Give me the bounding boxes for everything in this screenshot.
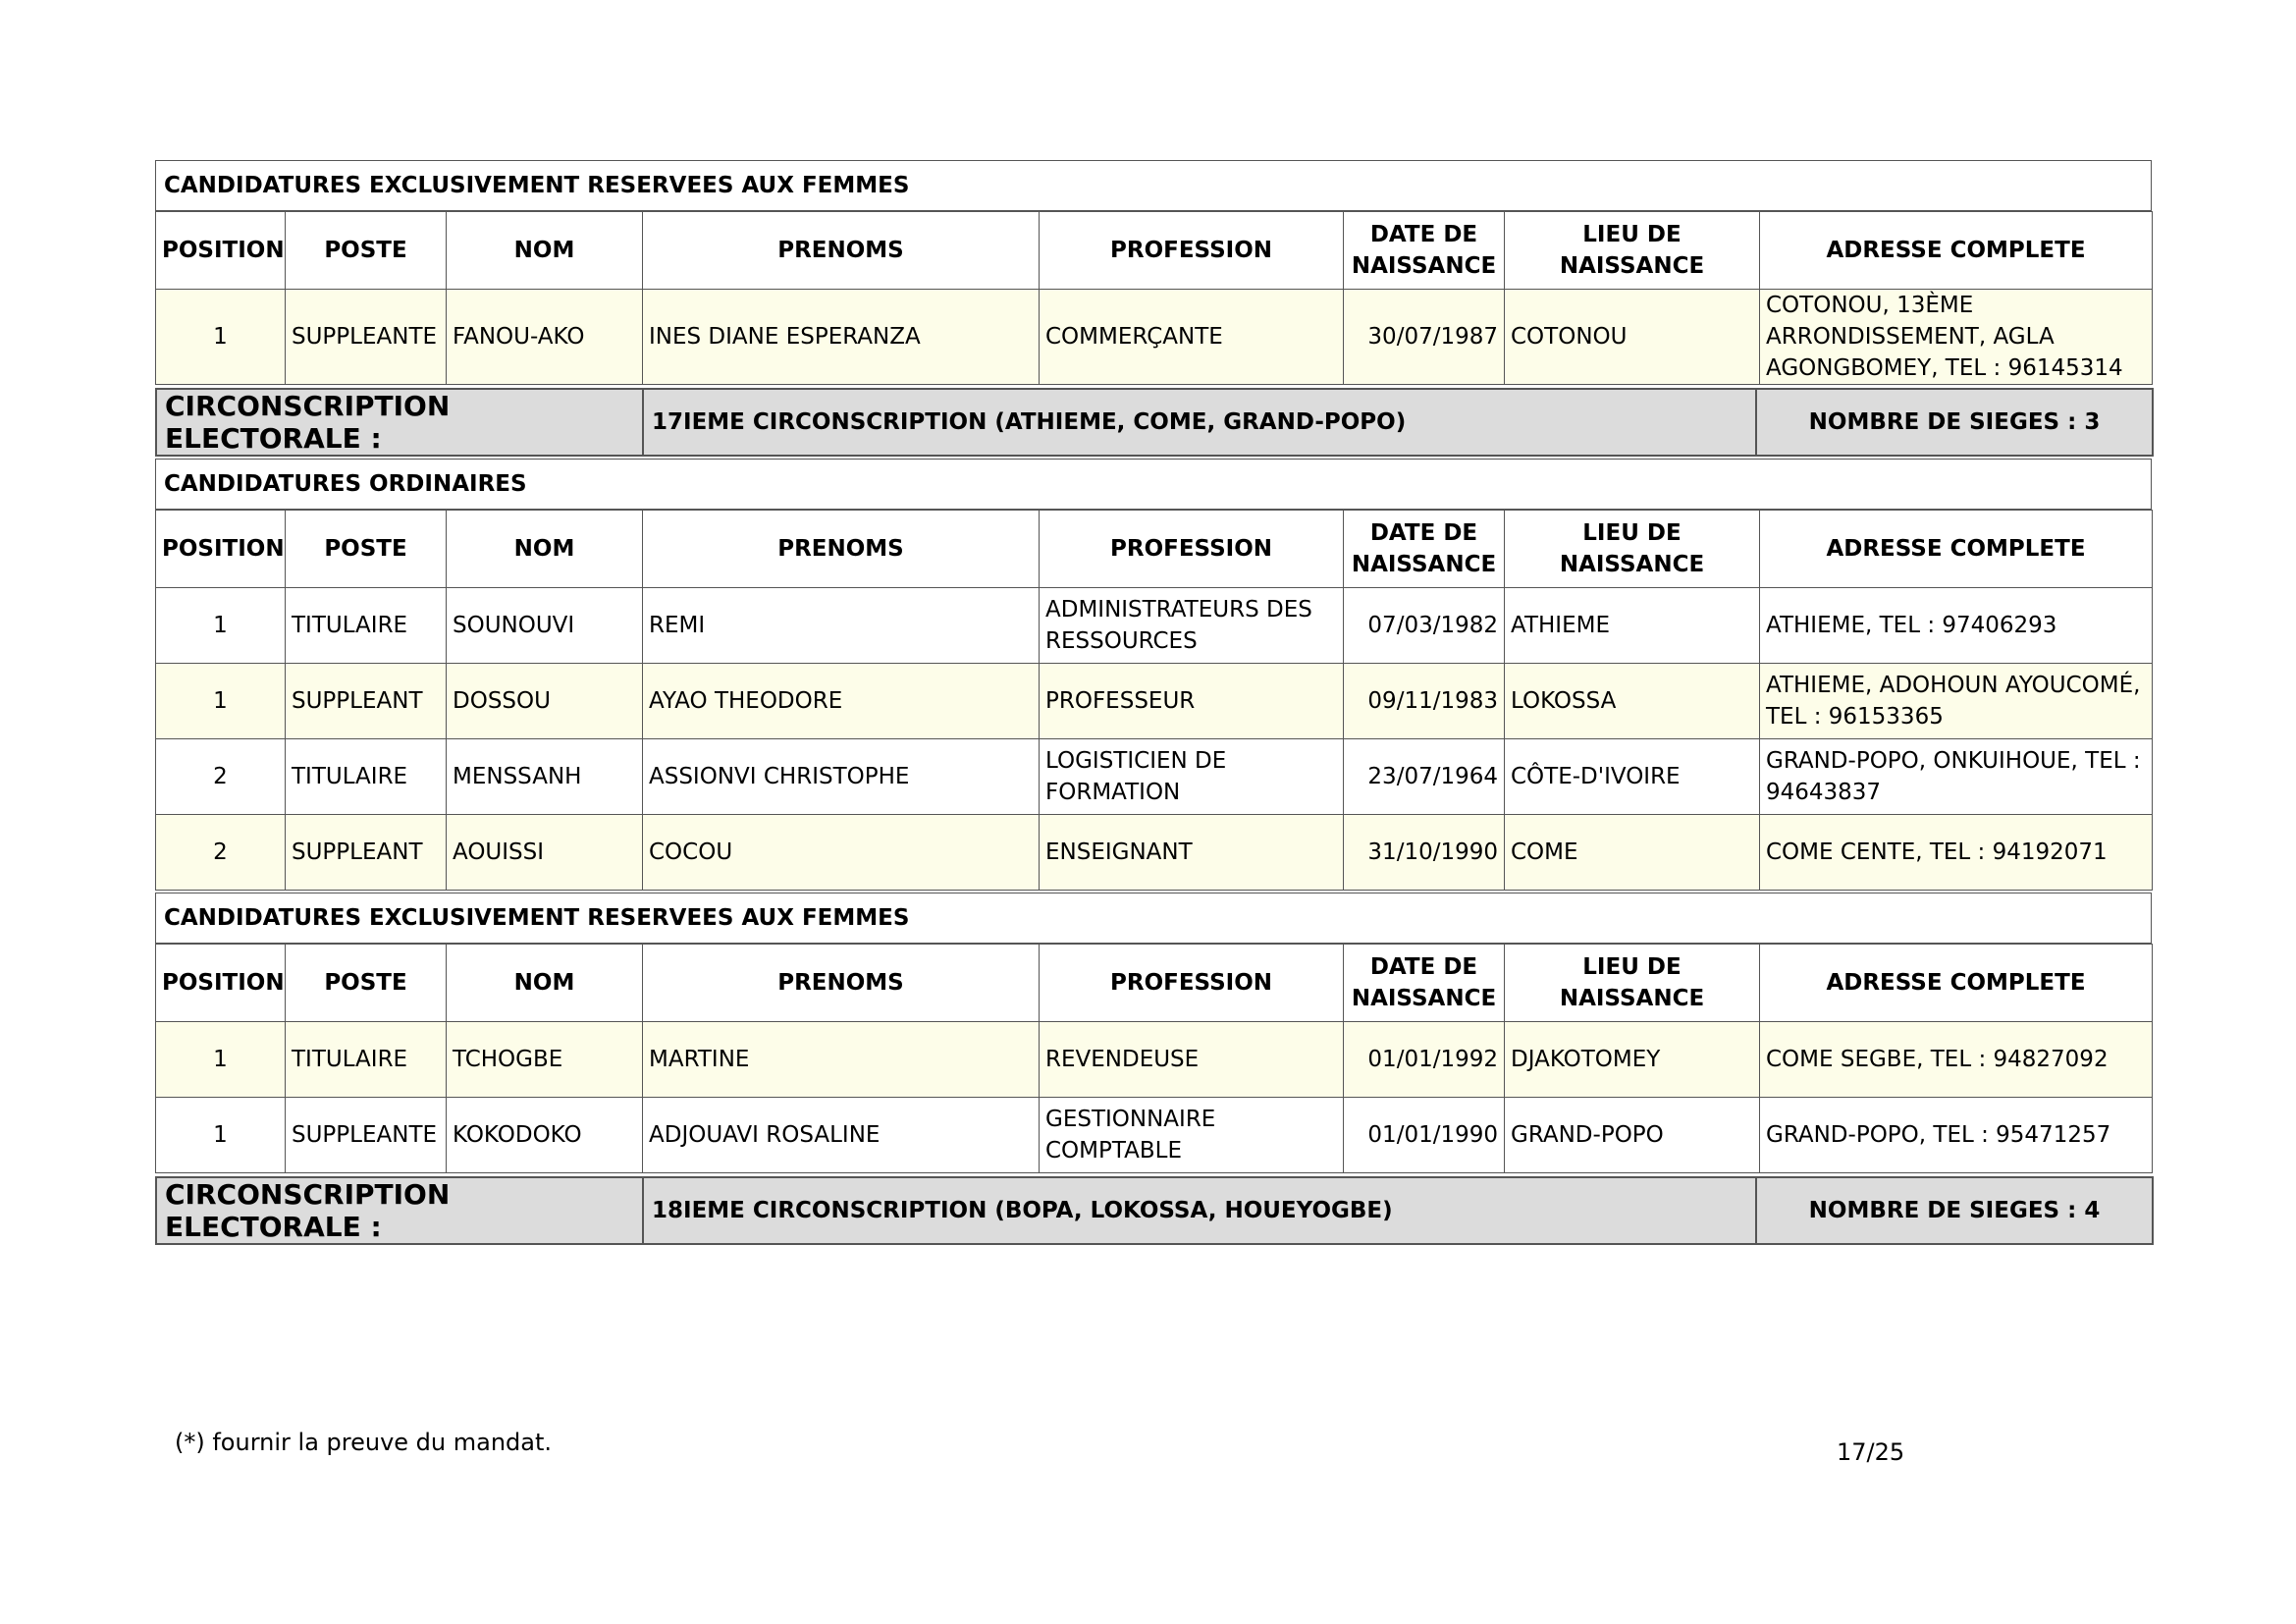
table-row xyxy=(156,1022,2153,1098)
cell-position: 2 xyxy=(156,815,286,891)
table-header xyxy=(156,945,2153,1022)
cell-adresse: COME SEGBE, TEL : 94827092 xyxy=(1760,1022,2153,1098)
cell-profession: PROFESSEUR xyxy=(1040,664,1344,739)
cell-profession: ADMINISTRATEURS DES RESSOURCES xyxy=(1040,588,1344,664)
cell-prenoms: ADJOUAVI ROSALINE xyxy=(643,1098,1040,1173)
document-body xyxy=(155,158,2152,1245)
section-title: CANDIDATURES ORDINAIRES xyxy=(155,459,2152,510)
cell-poste: TITULAIRE xyxy=(286,739,447,815)
table-row xyxy=(156,290,2153,385)
cell-date-naissance: 30/07/1987 xyxy=(1344,290,1505,385)
seat-count: NOMBRE DE SIEGES : 3 xyxy=(1756,389,2153,456)
header-nom: NOM xyxy=(447,945,643,1022)
header-adresse: ADRESSE COMPLETE xyxy=(1760,945,2153,1022)
header-date-naissance: DATE DE NAISSANCE xyxy=(1344,945,1505,1022)
cell-position: 2 xyxy=(156,739,286,815)
cell-adresse: COME CENTE, TEL : 94192071 xyxy=(1760,815,2153,891)
candidates-table xyxy=(155,510,2153,891)
cell-profession: COMMERÇANTE xyxy=(1040,290,1344,385)
candidates-table xyxy=(155,211,2153,385)
cell-position: 1 xyxy=(156,664,286,739)
cell-date-naissance: 01/01/1990 xyxy=(1344,1098,1505,1173)
cell-date-naissance: 01/01/1992 xyxy=(1344,1022,1505,1098)
cell-lieu-naissance: GRAND-POPO xyxy=(1505,1098,1760,1173)
table-row xyxy=(156,739,2153,815)
circonscription-label: CIRCONSCRIPTION ELECTORALE : xyxy=(156,1177,643,1244)
header-nom: NOM xyxy=(447,212,643,290)
cell-adresse: ATHIEME, TEL : 97406293 xyxy=(1760,588,2153,664)
header-profession: PROFESSION xyxy=(1040,945,1344,1022)
header-date-naissance: DATE DE NAISSANCE xyxy=(1344,212,1505,290)
cell-profession: LOGISTICIEN DE FORMATION xyxy=(1040,739,1344,815)
cell-position: 1 xyxy=(156,1098,286,1173)
header-lieu-naissance: LIEU DE NAISSANCE xyxy=(1505,511,1760,588)
cell-date-naissance: 23/07/1964 xyxy=(1344,739,1505,815)
cell-prenoms: COCOU xyxy=(643,815,1040,891)
table-row xyxy=(156,1098,2153,1173)
header-profession: PROFESSION xyxy=(1040,212,1344,290)
table-header xyxy=(156,511,2153,588)
header-position: POSITION xyxy=(156,212,286,290)
header-prenoms: PRENOMS xyxy=(643,511,1040,588)
header-poste: POSTE xyxy=(286,511,447,588)
table-row xyxy=(156,815,2153,891)
table-header xyxy=(156,212,2153,290)
header-lieu-naissance: LIEU DE NAISSANCE xyxy=(1505,212,1760,290)
table-row xyxy=(156,664,2153,739)
cell-prenoms: INES DIANE ESPERANZA xyxy=(643,290,1040,385)
cell-adresse: GRAND-POPO, TEL : 95471257 xyxy=(1760,1098,2153,1173)
cell-poste: SUPPLEANT xyxy=(286,664,447,739)
header-prenoms: PRENOMS xyxy=(643,945,1040,1022)
cell-lieu-naissance: CÔTE-D'IVOIRE xyxy=(1505,739,1760,815)
cell-profession: REVENDEUSE xyxy=(1040,1022,1344,1098)
circonscription-name: 17IEME CIRCONSCRIPTION (ATHIEME, COME, GRAND-POPO) xyxy=(643,389,1756,456)
circonscription-name: 18IEME CIRCONSCRIPTION (BOPA, LOKOSSA, HOUEYOGBE) xyxy=(643,1177,1756,1244)
cell-prenoms: REMI xyxy=(643,588,1040,664)
page-number: 17/25 xyxy=(1837,1438,1905,1466)
cell-profession: GESTIONNAIRE COMPTABLE xyxy=(1040,1098,1344,1173)
section-title: CANDIDATURES EXCLUSIVEMENT RESERVEES AUX FEMMES xyxy=(155,893,2152,944)
cell-lieu-naissance: LOKOSSA xyxy=(1505,664,1760,739)
cell-nom: MENSSANH xyxy=(447,739,643,815)
cell-adresse: COTONOU, 13ÈME ARRONDISSEMENT, AGLA AGONGBOMEY, TEL : 96145314 xyxy=(1760,290,2153,385)
header-position: POSITION xyxy=(156,945,286,1022)
cell-position: 1 xyxy=(156,290,286,385)
circonscription-label: CIRCONSCRIPTION ELECTORALE : xyxy=(156,389,643,456)
cell-lieu-naissance: DJAKOTOMEY xyxy=(1505,1022,1760,1098)
cell-nom: SOUNOUVI xyxy=(447,588,643,664)
cell-prenoms: ASSIONVI CHRISTOPHE xyxy=(643,739,1040,815)
cell-poste: SUPPLEANTE xyxy=(286,1098,447,1173)
header-date-naissance: DATE DE NAISSANCE xyxy=(1344,511,1505,588)
cell-lieu-naissance: ATHIEME xyxy=(1505,588,1760,664)
cell-profession: ENSEIGNANT xyxy=(1040,815,1344,891)
cell-nom: TCHOGBE xyxy=(447,1022,643,1098)
candidates-table xyxy=(155,944,2153,1173)
footnote: (*) fournir la preuve du mandat. xyxy=(175,1429,553,1456)
cell-adresse: GRAND-POPO, ONKUIHOUE, TEL : 94643837 xyxy=(1760,739,2153,815)
header-position: POSITION xyxy=(156,511,286,588)
cell-prenoms: MARTINE xyxy=(643,1022,1040,1098)
circonscription-bar xyxy=(155,1176,2154,1245)
cell-poste: SUPPLEANT xyxy=(286,815,447,891)
cell-position: 1 xyxy=(156,588,286,664)
header-lieu-naissance: LIEU DE NAISSANCE xyxy=(1505,945,1760,1022)
header-nom: NOM xyxy=(447,511,643,588)
cell-poste: TITULAIRE xyxy=(286,1022,447,1098)
header-poste: POSTE xyxy=(286,945,447,1022)
cell-lieu-naissance: COTONOU xyxy=(1505,290,1760,385)
cell-poste: TITULAIRE xyxy=(286,588,447,664)
section-title: CANDIDATURES EXCLUSIVEMENT RESERVEES AUX FEMMES xyxy=(155,160,2152,211)
header-prenoms: PRENOMS xyxy=(643,212,1040,290)
cell-nom: DOSSOU xyxy=(447,664,643,739)
cell-date-naissance: 07/03/1982 xyxy=(1344,588,1505,664)
cell-nom: AOUISSI xyxy=(447,815,643,891)
cell-adresse: ATHIEME, ADOHOUN AYOUCOMÉ, TEL : 96153365 xyxy=(1760,664,2153,739)
header-profession: PROFESSION xyxy=(1040,511,1344,588)
cell-date-naissance: 09/11/1983 xyxy=(1344,664,1505,739)
cell-prenoms: AYAO THEODORE xyxy=(643,664,1040,739)
cell-date-naissance: 31/10/1990 xyxy=(1344,815,1505,891)
cell-lieu-naissance: COME xyxy=(1505,815,1760,891)
seat-count: NOMBRE DE SIEGES : 4 xyxy=(1756,1177,2153,1244)
circonscription-bar xyxy=(155,388,2154,457)
header-poste: POSTE xyxy=(286,212,447,290)
cell-position: 1 xyxy=(156,1022,286,1098)
table-row xyxy=(156,588,2153,664)
cell-poste: SUPPLEANTE xyxy=(286,290,447,385)
cell-nom: KOKODOKO xyxy=(447,1098,643,1173)
header-adresse: ADRESSE COMPLETE xyxy=(1760,511,2153,588)
cell-nom: FANOU-AKO xyxy=(447,290,643,385)
header-adresse: ADRESSE COMPLETE xyxy=(1760,212,2153,290)
